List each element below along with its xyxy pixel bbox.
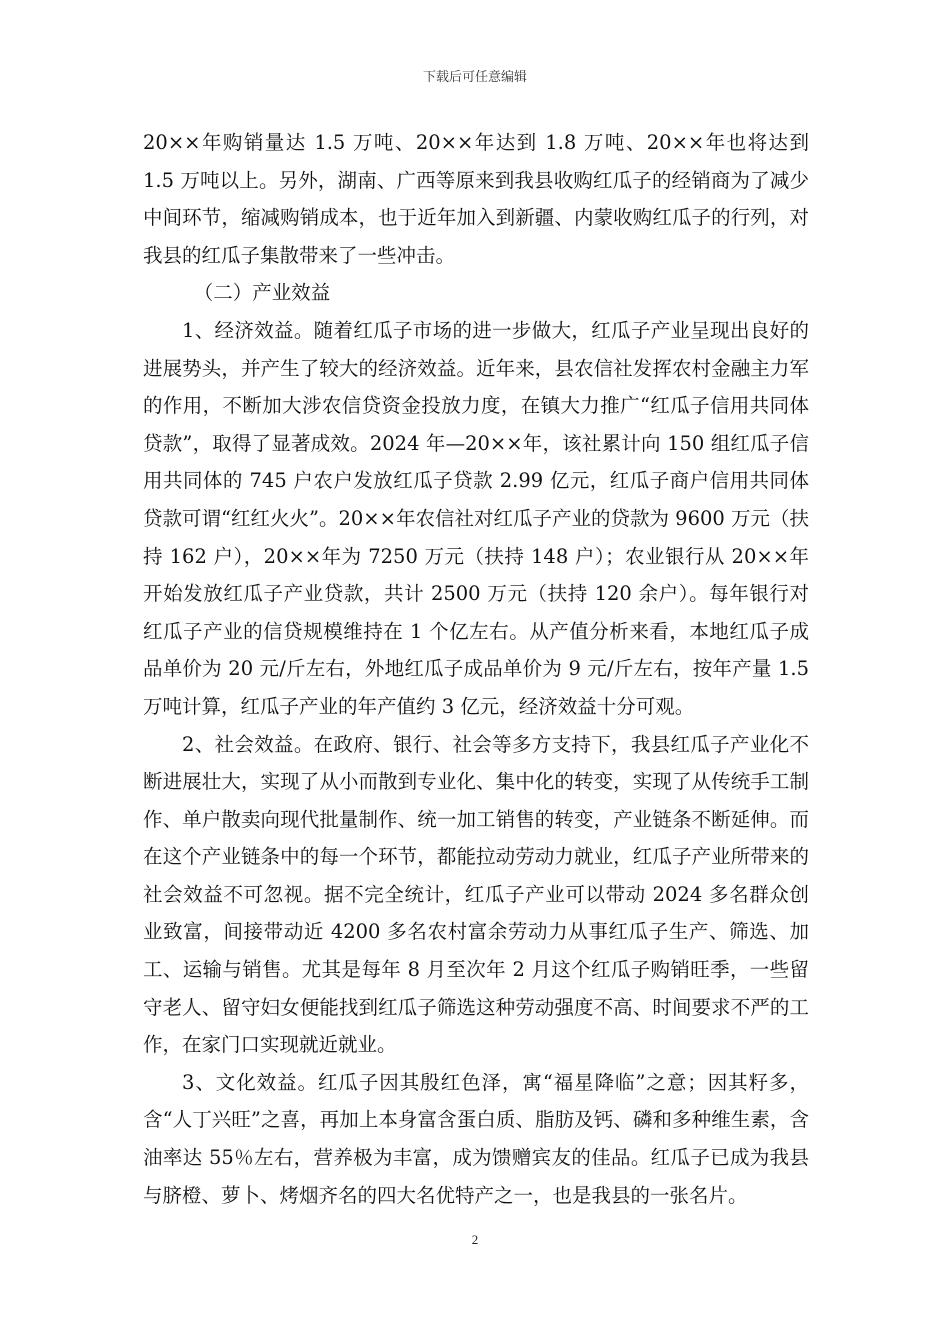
paragraph-social-benefit: 2、社会效益。在政府、银行、社会等多方支持下，我县红瓜子产业化不断进展壮大，实现了从小而散到专业化、集中化的转变，实现了从传统手工制作、单户散卖向现代批量制作、统一加工销售的转变，产业链条不断延伸。而在这个产业链条中的每一个环节，都能拉动劳动力就业，红瓜子产业所带来的社会效益不可忽视。据不完全统计，红瓜子产业可以带动 2024 多名群众创业致富，间接带动近 4200 多名农村富余劳动力从事红瓜子生产、筛选、加工、运输与销售。尤其是每年 8 月至次年 2 月这个红瓜子购销旺季，一些留守老人、留守妇女便能找到红瓜子筛选这种劳动强度不高、时间要求不严的工作，在家门口实现就近就业。 xyxy=(143,732,809,1057)
paragraph-cultural-benefit: 3、文化效益。红瓜子因其殷红色泽，寓“福星降临”之意；因其籽多，含“人丁兴旺”之喜，再加上本身富含蛋白质、脂肪及钙、磷和多种维生素，含油率达 55％左右，营养极为丰富，成为馈赠宾友的佳品。红瓜子已成为我县与脐橙、萝卜、烤烟齐名的四大名优特产之一，也是我县的一张名片。 xyxy=(143,1070,809,1207)
page-number: 2 xyxy=(471,1232,479,1247)
section-heading-industry-benefits: （二）产业效益 xyxy=(193,281,331,305)
paragraph-economic-benefit: 1、经济效益。随着红瓜子市场的进一步做大，红瓜子产业呈现出良好的进展势头，并产生了较大的经济效益。近年来，县农信社发挥农村金融主力军的作用，不断加大涉农信贷资金投放力度，在镇大力推广“红瓜子信用共同体贷款”，取得了显著成效。2024 年—20××年，该社累计向 150 组红瓜子信用共同体的 745 户农户发放红瓜子贷款 2.99 亿元，红瓜子商户信用共同体贷款可谓“红红火火”。20××年农信社对红瓜子产业的贷款为 9600 万元（扶持 162 户），20××年为 7250 万元（扶持 148 户）；农业银行从 20××年开始发放红瓜子产业贷款，共计 2500 万元（扶持 120 余户）。每年银行对红瓜子产业的信贷规模维持在 1 个亿左右。从产值分析来看，本地红瓜子成品单价为 20 元/斤左右，外地红瓜子成品单价为 9 元/斤左右，按年产量 1.5 万吨计算，红瓜子产业的年产值约 3 亿元，经济效益十分可观。 xyxy=(143,318,809,718)
paragraph-continuation: 20××年购销量达 1.5 万吨、20××年达到 1.8 万吨、20××年也将达到 1.5 万吨以上。另外，湖南、广西等原来到我县收购红瓜子的经销商为了减少中间环节，缩减购销成本，也于近年加入到新疆、内蒙收购红瓜子的行列，对我县的红瓜子集散带来了一些冲击。 xyxy=(143,131,809,267)
page-header: 下载后可任意编辑 xyxy=(422,70,527,85)
document-body xyxy=(143,124,809,1214)
